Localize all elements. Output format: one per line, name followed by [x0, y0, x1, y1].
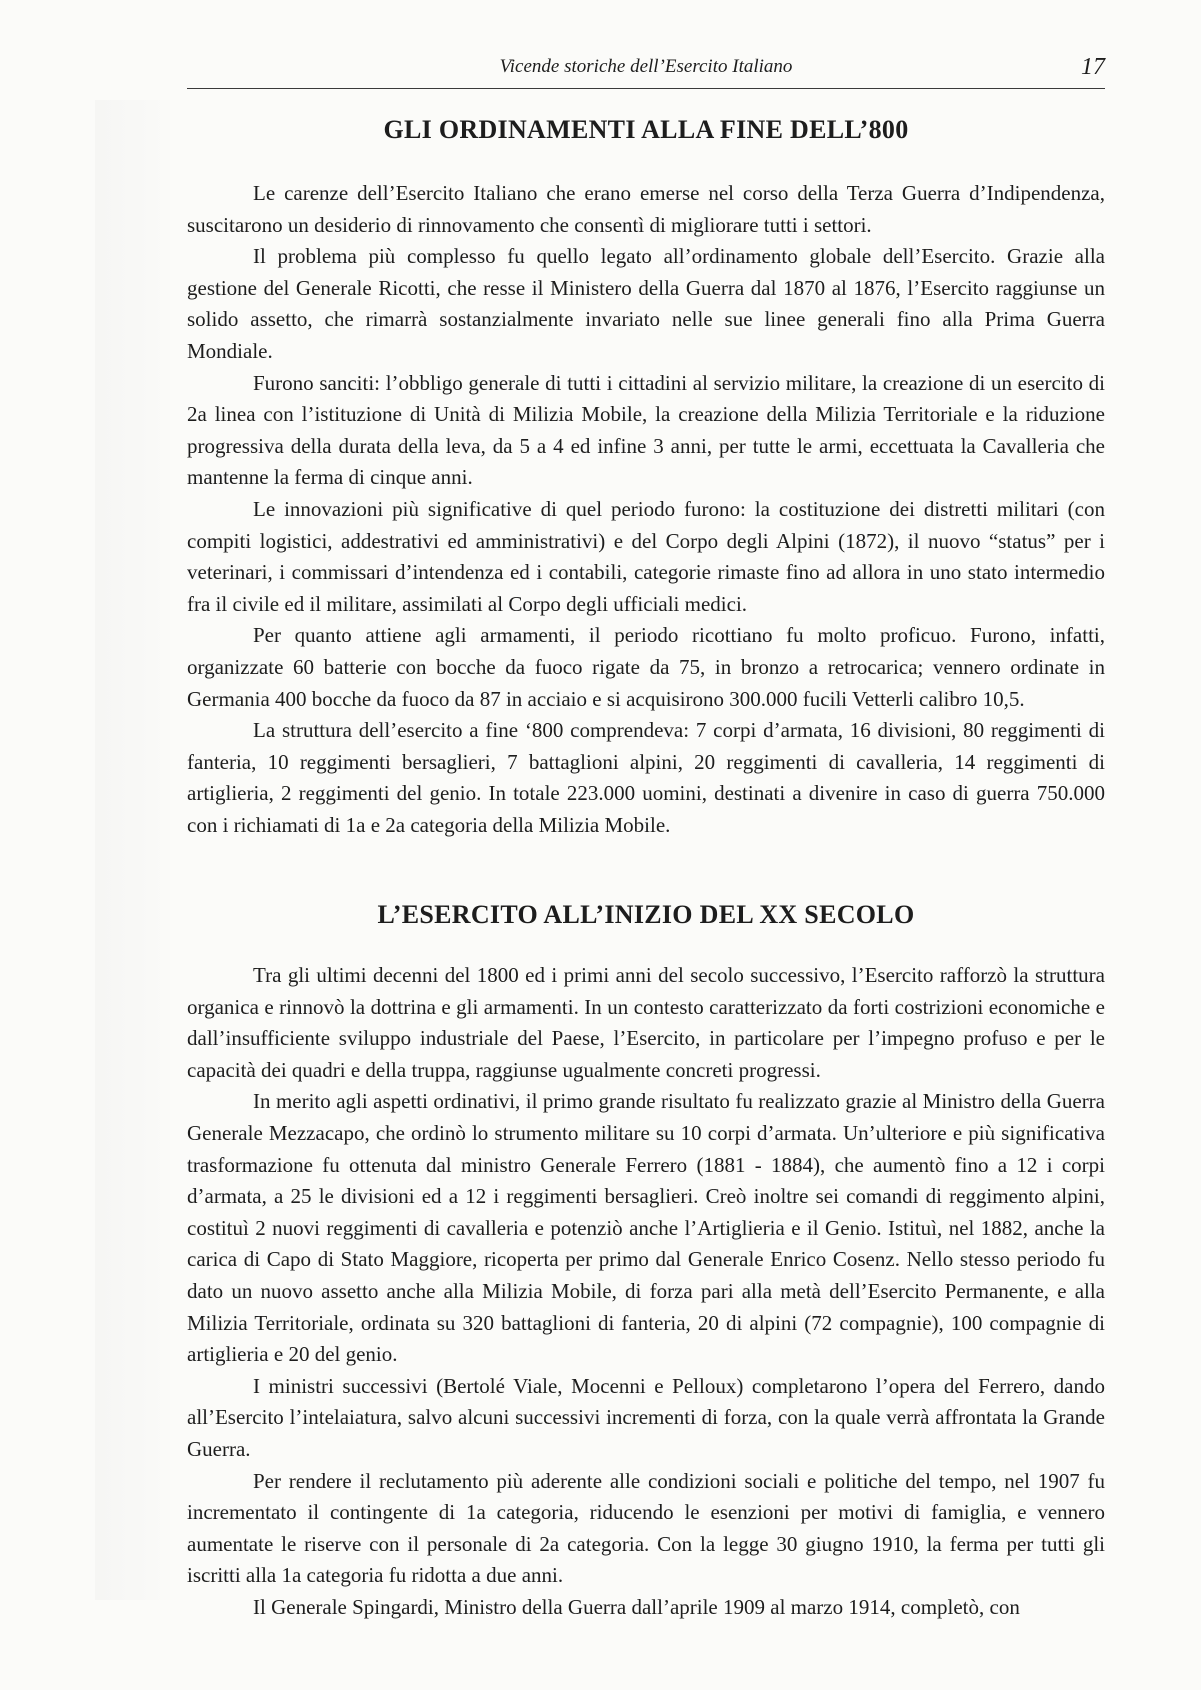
page-number: 17	[1081, 54, 1105, 80]
paragraph: Per quanto attiene agli armamenti, il periodo ricottiano fu molto proficuo. Furono, infatti, organizzate 60 batterie con bocche da fuoco rigate da 75, in bronzo a retrocarica; vennero ordinate in Germania 400 bocche da fuoco da 87 in acciaio e si acquisirono 300.000 fucili Vetterli calibro 10,5.	[187, 623, 1105, 711]
paragraph: In merito agli aspetti ordinativi, il primo grande risultato fu realizzato grazie al Ministro della Guerra Generale Mezzacapo, che ordinò lo strumento militare su 10 corpi d’armata. Un’ulteriore e più significativa trasformazione fu ottenuta dal ministro Generale Ferrero (1881 - 1884), che aumentò fino a 12 i corpi d’armata, a 25 le divisioni ed a 12 i reggimenti bersaglieri. Creò inoltre sei comandi di reggimento alpini, costituì 2 nuovi reggimenti di cavalleria e potenziò anche l’Artiglieria e il Genio. Istituì, nel 1882, anche la carica di Capo di Stato Maggiore, ricoperta per primo dal Generale Enrico Cosenz. Nello stesso periodo fu dato un nuovo assetto anche alla Milizia Mobile, di forza pari alla metà dell’Esercito Permanente, e alla Milizia Territoriale, ordinata su 320 battaglioni di fanteria, 20 di alpini (72 compagnie), 100 compagnie di artiglieria e 20 del genio.	[187, 1089, 1105, 1367]
page-bleed-through	[95, 100, 170, 1600]
running-title: Vicende storiche dell’Esercito Italiano	[499, 56, 793, 77]
section-heading-ordinamenti: GLI ORDINAMENTI ALLA FINE DELL’800	[383, 115, 909, 144]
paragraph: Il problema più complesso fu quello legato all’ordinamento globale dell’Esercito. Grazie alla gestione del Generale Ricotti, che resse il Ministero della Guerra dal 1870 al 1876, l’Esercito raggiunse un solido assetto, che rimarrà sostanzialmente invariato nelle sue linee generali fino alla Prima Guerra Mondiale.	[187, 244, 1105, 363]
paragraph: I ministri successivi (Bertolé Viale, Mocenni e Pelloux) completarono l’opera del Ferrero, dando all’Esercito l’intelaiatura, salvo alcuni successivi incrementi di forza, con la quale verrà affrontata la Grande Guerra.	[187, 1373, 1105, 1461]
header-rule	[187, 88, 1105, 89]
section-ordinamenti-body	[187, 178, 1105, 841]
paragraph: Le innovazioni più significative di quel periodo furono: la costituzione dei distretti militari (con compiti logistici, addestrativi ed amministrativi) e del Corpo degli Alpini (1872), il nuovo “status” per i veterinari, i commissari d’intendenza ed i contabili, categorie rimaste fino ad allora in uno stato intermedio fra il civile ed il militare, assimilati al Corpo degli ufficiali medici.	[187, 496, 1105, 616]
section-heading-esercito-xx-secolo: L’ESERCITO ALL’INIZIO DEL XX SECOLO	[377, 900, 915, 929]
paragraph: Per rendere il reclutamento più aderente alle condizioni sociali e politiche del tempo, nel 1907 fu incrementato il contingente di 1a categoria, riducendo le esenzioni per motivi di famiglia, e vennero aumentate le riserve con il personale di 2a categoria. Con la legge 30 giugno 1910, la ferma per tutti gli iscritti alla 1a categoria fu ridotta a due anni.	[187, 1468, 1105, 1588]
paragraph: La struttura dell’esercito a fine ‘800 comprendeva: 7 corpi d’armata, 16 divisioni, 80 reggimenti di fanteria, 10 reggimenti bersaglieri, 7 battaglioni alpini, 20 reggimenti di cavalleria, 14 reggimenti di artiglieria, 2 reggimenti del genio. In totale 223.000 uomini, destinati a divenire in caso di guerra 750.000 con i richiamati di 1a e 2a categoria della Milizia Mobile.	[187, 718, 1105, 837]
running-header	[187, 54, 1105, 84]
paragraph: Tra gli ultimi decenni del 1800 ed i primi anni del secolo successivo, l’Esercito rafforzò la struttura organica e rinnovò la dottrina e gli armamenti. In un contesto caratterizzato da forti costrizioni economiche e dall’insufficiente sviluppo industriale del Paese, l’Esercito, in particolare per l’impegno profuso e per le capacità dei quadri e della truppa, raggiunse ugualmente concreti progressi.	[187, 963, 1105, 1082]
paragraph: Il Generale Spingardi, Ministro della Guerra dall’aprile 1909 al marzo 1914, completò, con	[253, 1594, 1020, 1619]
paragraph: Furono sanciti: l’obbligo generale di tutti i cittadini al servizio militare, la creazione di un esercito di 2a linea con l’istituzione di Unità di Milizia Mobile, la creazione della Milizia Territoriale e la riduzione progressiva della durata della leva, da 5 a 4 ed infine 3 anni, per tutte le armi, eccettuata la Cavalleria che mantenne la ferma di cinque anni.	[187, 370, 1105, 490]
paragraph: Le carenze dell’Esercito Italiano che erano emerse nel corso della Terza Guerra d’Indipendenza, suscitarono un desiderio di rinnovamento che consentì di migliorare tutti i settori.	[187, 181, 1105, 237]
section-esercito-xx-secolo-body	[187, 960, 1105, 1623]
